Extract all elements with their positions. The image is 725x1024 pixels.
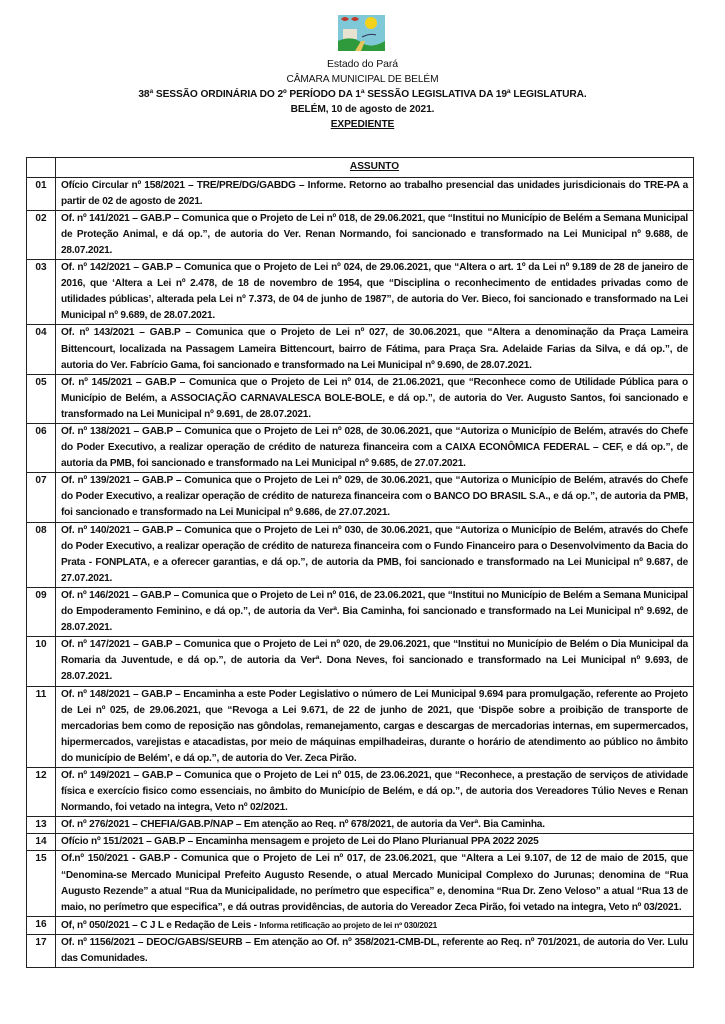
row-subject xyxy=(56,834,694,851)
row-subject xyxy=(56,587,694,636)
table-row xyxy=(27,424,694,473)
table-header-row xyxy=(27,158,694,178)
row-subject-text: Of. nº 276/2021 – CHEFIA/GAB.P/NAP – Em atenção ao Req. nº 678/2021, de autoria da Verª. Bia Caminha. xyxy=(61,819,545,831)
table-row xyxy=(27,210,694,259)
belem-coat-of-arms-icon xyxy=(335,13,388,55)
row-number: 10 xyxy=(27,637,56,686)
table-row xyxy=(27,260,694,325)
table-row xyxy=(27,177,694,210)
expediente-table xyxy=(26,157,694,968)
table-body xyxy=(27,177,694,968)
table-row xyxy=(27,834,694,851)
table-row xyxy=(27,817,694,834)
row-number: 01 xyxy=(27,177,56,210)
table-row xyxy=(27,374,694,423)
row-number: 07 xyxy=(27,473,56,522)
row-number: 06 xyxy=(27,424,56,473)
num-column-header xyxy=(27,158,56,178)
subject-column-header: ASSUNTO xyxy=(56,158,694,178)
row-subject-text: Of. nº 149/2021 – GAB.P – Comunica que o Projeto de Lei nº 015, de 23.06.2021, que “Reconhece, a prestação de serviços de atividade física e exercício fisico como essenciais, no âmbito do Município de Belém, e dá op.”, de autoria dos Vereadores Túlio Neves e Renan Normando, foi vetado na integra, Veto nº 02/2021. xyxy=(61,769,688,814)
row-subject xyxy=(56,934,694,967)
row-number: 04 xyxy=(27,325,56,374)
row-subject-text: Of.nº 150/2021 - GAB.P - Comunica que o Projeto de Lei nº 017, de 23.06.2021, que “Altera a Lei 9.107, de 12 de maio de 2015, que “Denomina-se Mercado Municipal Prefeito Augusto Resende, o atual Mercado Municipal Complexo do Jurunas; denomina de “Rua Augusto Rezende” a atual “Rua da Municipalidade, no perímetro que especifica” e, denomina “Rua Dr. Zeno Veloso” a atual “Rua 13 de maio, no perímetro que especifica”, e dá outras providências, de autoria do Vereador Zeca Pirão, foi vetado na integra, Veto nº 03/2021. xyxy=(61,853,688,913)
row-subject-text: Of. nº 145/2021 – GAB.P – Comunica que o Projeto de Lei nº 014, de 21.06.2021, que “Reconhece como de Utilidade Pública para o Município de Belém, a ASSOCIAÇÃO CARNAVALESCA BOLE-BOLE, e dá op.”, de autoria do Ver. Augusto Santos, foi sancionado e transformado na Lei Municipal nº 9.691, de 28.07.2021. xyxy=(61,376,688,420)
row-number: 05 xyxy=(27,374,56,423)
section-title: EXPEDIENTE xyxy=(330,119,395,130)
row-subject xyxy=(56,522,694,587)
row-subject-text: Of. nº 147/2021 – GAB.P – Comunica que o Projeto de Lei nº 020, de 29.06.2021, que “Institui no Município de Belém o Dia Municipal da Romaria da Juventude, e dá op.”, de autoria da Verª. Dona Neves, foi sancionado e transformado na Lei Municipal nº 9.693, de 28.07.2021. xyxy=(61,639,688,683)
row-number: 12 xyxy=(27,767,56,816)
row-subject xyxy=(56,325,694,374)
row-number: 15 xyxy=(27,851,56,916)
crest-sun xyxy=(365,17,377,29)
row-subject-text: Of. nº 139/2021 – GAB.P – Comunica que o Projeto de Lei nº 029, de 30.06.2021, que “Autoriza o Município de Belém, através do Chefe do Poder Executivo, a realizar operação de crédito de natureza financeira com o BANCO DO BRASIL S.A., e dá op.”, de autoria da PMB, foi sancionado e transformado na Lei Municipal nº 9.686, de 27.07.2021. xyxy=(61,475,688,519)
row-number: 17 xyxy=(27,934,56,967)
document-header xyxy=(0,57,725,132)
crest-building xyxy=(343,29,357,39)
row-subject xyxy=(56,374,694,423)
row-subject-text: Ofício Circular nº 158/2021 – TRE/PRE/DG/GABDG – Informe. Retorno ao trabalho presencial das unidades jurisdicionais do TRE-PA a partir de 02 de agosto de 2021. xyxy=(61,179,688,207)
row-subject-text: Of. nº 1156/2021 – DEOC/GABS/SEURB – Em atenção ao Of. nº 358/2021-CMB-DL, referente ao Req. nº 701/2021, de autoria do Ver. Lulu das Comunidades. xyxy=(61,936,688,964)
row-number: 11 xyxy=(27,686,56,767)
row-subject xyxy=(56,916,694,934)
row-number: 09 xyxy=(27,587,56,636)
row-subject xyxy=(56,817,694,834)
chamber-name: CÂMARA MUNICIPAL DE BELÉM xyxy=(286,74,439,85)
table-row xyxy=(27,587,694,636)
row-subject-text: Ofício nº 151/2021 – GAB.P – Encaminha mensagem e projeto de Lei do Plano Plurianual PPA 2022 2025 xyxy=(61,836,539,848)
row-subject-text: Of. nº 146/2021 – GAB.P – Comunica que o Projeto de Lei nº 016, de 23.06.2021, que “Institui no Município de Belém a Semana Municipal do Empoderamento Feminino, e dá op.”, de autoria da Verª. Bia Caminha, foi sancionado e transformado na Lei Municipal nº 9.692, de 28.07.2021. xyxy=(61,589,688,634)
row-subject-text: Of. nº 140/2021 – GAB.P – Comunica que o Projeto de Lei nº 030, de 30.06.2021, que “Autoriza o Município de Belém, através do Chefe do Poder Executivo, a realizar operação de crédito de natureza financeira com o Fundo Financeiro para o Desenvolvimento da Bacia do Prata - FONPLATA, e a oferecer garantias, e dá op.”, de autoria da PMB, foi sancionado e transformado na Lei Municipal nº 9.687, de 27.07.2021. xyxy=(61,524,688,584)
row-number: 03 xyxy=(27,260,56,325)
table-row xyxy=(27,767,694,816)
row-subject xyxy=(56,851,694,916)
table-row xyxy=(27,637,694,686)
row-number: 14 xyxy=(27,834,56,851)
table-row xyxy=(27,522,694,587)
row-number: 08 xyxy=(27,522,56,587)
table-row xyxy=(27,851,694,916)
table-row xyxy=(27,686,694,767)
table-row xyxy=(27,934,694,967)
state-name: Estado do Pará xyxy=(327,58,398,70)
row-subject xyxy=(56,177,694,210)
row-number: 02 xyxy=(27,210,56,259)
row-number: 13 xyxy=(27,817,56,834)
row-subject-text: Of. nº 148/2021 – GAB.P – Encaminha a este Poder Legislativo o número de Lei Municipal 9.694 para promulgação, referente ao Projeto de Lei nº 025, de 29.06.2021, que “Revoga a Lei 9.671, de 22 de junho de 2021, que ‘Dispõe sobre a proibição de transporte de mercadorias bem como de reposição nas gôndolas, remanejamento, cargas e descargas de mercadorias internas, em supermercados, hipermercados, varejistas e atacadistas, por meio de máquinas empilhadeiras, durante o horário de atendimento ao público no âmbito do município de Belém’, e dá op.”, de autoria do Ver. Zeca Pirão. xyxy=(61,688,688,764)
table-row xyxy=(27,916,694,934)
row-subject-text: Of. nº 143/2021 – GAB.P – Comunica que o Projeto de Lei nº 027, de 30.06.2021, que “Altera a denominação da Praça Lameira Bittencourt, localizada na Passagem Lameira Bittencourt, bairro de Fátima, para Praça Sra. Adelaide Farias da Silva, e dá op.”, de autoria do Ver. Fabrício Gama, foi sancionado e transformado na Lei Municipal nº 9.690, de 28.07.2021. xyxy=(61,327,688,371)
row-subject xyxy=(56,637,694,686)
row-number: 16 xyxy=(27,916,56,934)
row-subject xyxy=(56,210,694,259)
table-row xyxy=(27,325,694,374)
crest-graphic xyxy=(335,13,388,55)
row-subject-note: Informa retificação ao projeto de lei nº 030/2021 xyxy=(259,919,438,930)
session-date: BELÉM, 10 de agosto de 2021. xyxy=(290,104,435,115)
row-subject xyxy=(56,686,694,767)
row-subject-text: Of, nº 050/2021 – C J L e Redação de Leis - xyxy=(61,919,260,931)
row-subject xyxy=(56,424,694,473)
row-subject-text: Of. nº 142/2021 – GAB.P – Comunica que o Projeto de Lei nº 024, de 29.06.2021, que “Altera o art. 1º da Lei nº 9.189 de 28 de janeiro de 2016, que ‘Altera a Lei nº 2.478, de 18 de novembro de 1954, que “Disciplina o reconhecimento de entidades privadas como de utilidades públicas’, alterada pela Lei nº 7.373, de 04 de junho de 1987”, de autoria do Ver. Bieco, foi sancionado e transformado na Lei Municipal nº 9.689, de 28.07.2021. xyxy=(61,262,688,322)
row-subject xyxy=(56,260,694,325)
row-subject-text: Of. nº 141/2021 – GAB.P – Comunica que o Projeto de Lei nº 018, de 29.06.2021, que “Institui no Município de Belém a Semana Municipal de Proteção Animal, e dá op.”, de autoria do Ver. Renan Normando, foi sancionado e transformado na Lei Municipal nº 9.688, de 28.07.2021. xyxy=(61,212,688,256)
table-row xyxy=(27,473,694,522)
session-title: 38ª SESSÃO ORDINÁRIA DO 2º PERÍODO DA 1ª SESSÃO LEGISLATIVA DA 19ª LEGISLATURA. xyxy=(138,89,587,100)
row-subject-text: Of. nº 138/2021 – GAB.P – Comunica que o Projeto de Lei nº 028, de 30.06.2021, que “Autoriza o Município de Belém, através do Chefe do Poder Executivo, a realizar operação de crédito de natureza financeira com a CAIXA ECONÔMICA FEDERAL – CEF, e dá op.”, de autoria da PMB, foi sancionado e transformado na Lei Municipal nº 9.685, de 27.07.2021. xyxy=(61,426,688,470)
row-subject xyxy=(56,473,694,522)
row-subject xyxy=(56,767,694,816)
